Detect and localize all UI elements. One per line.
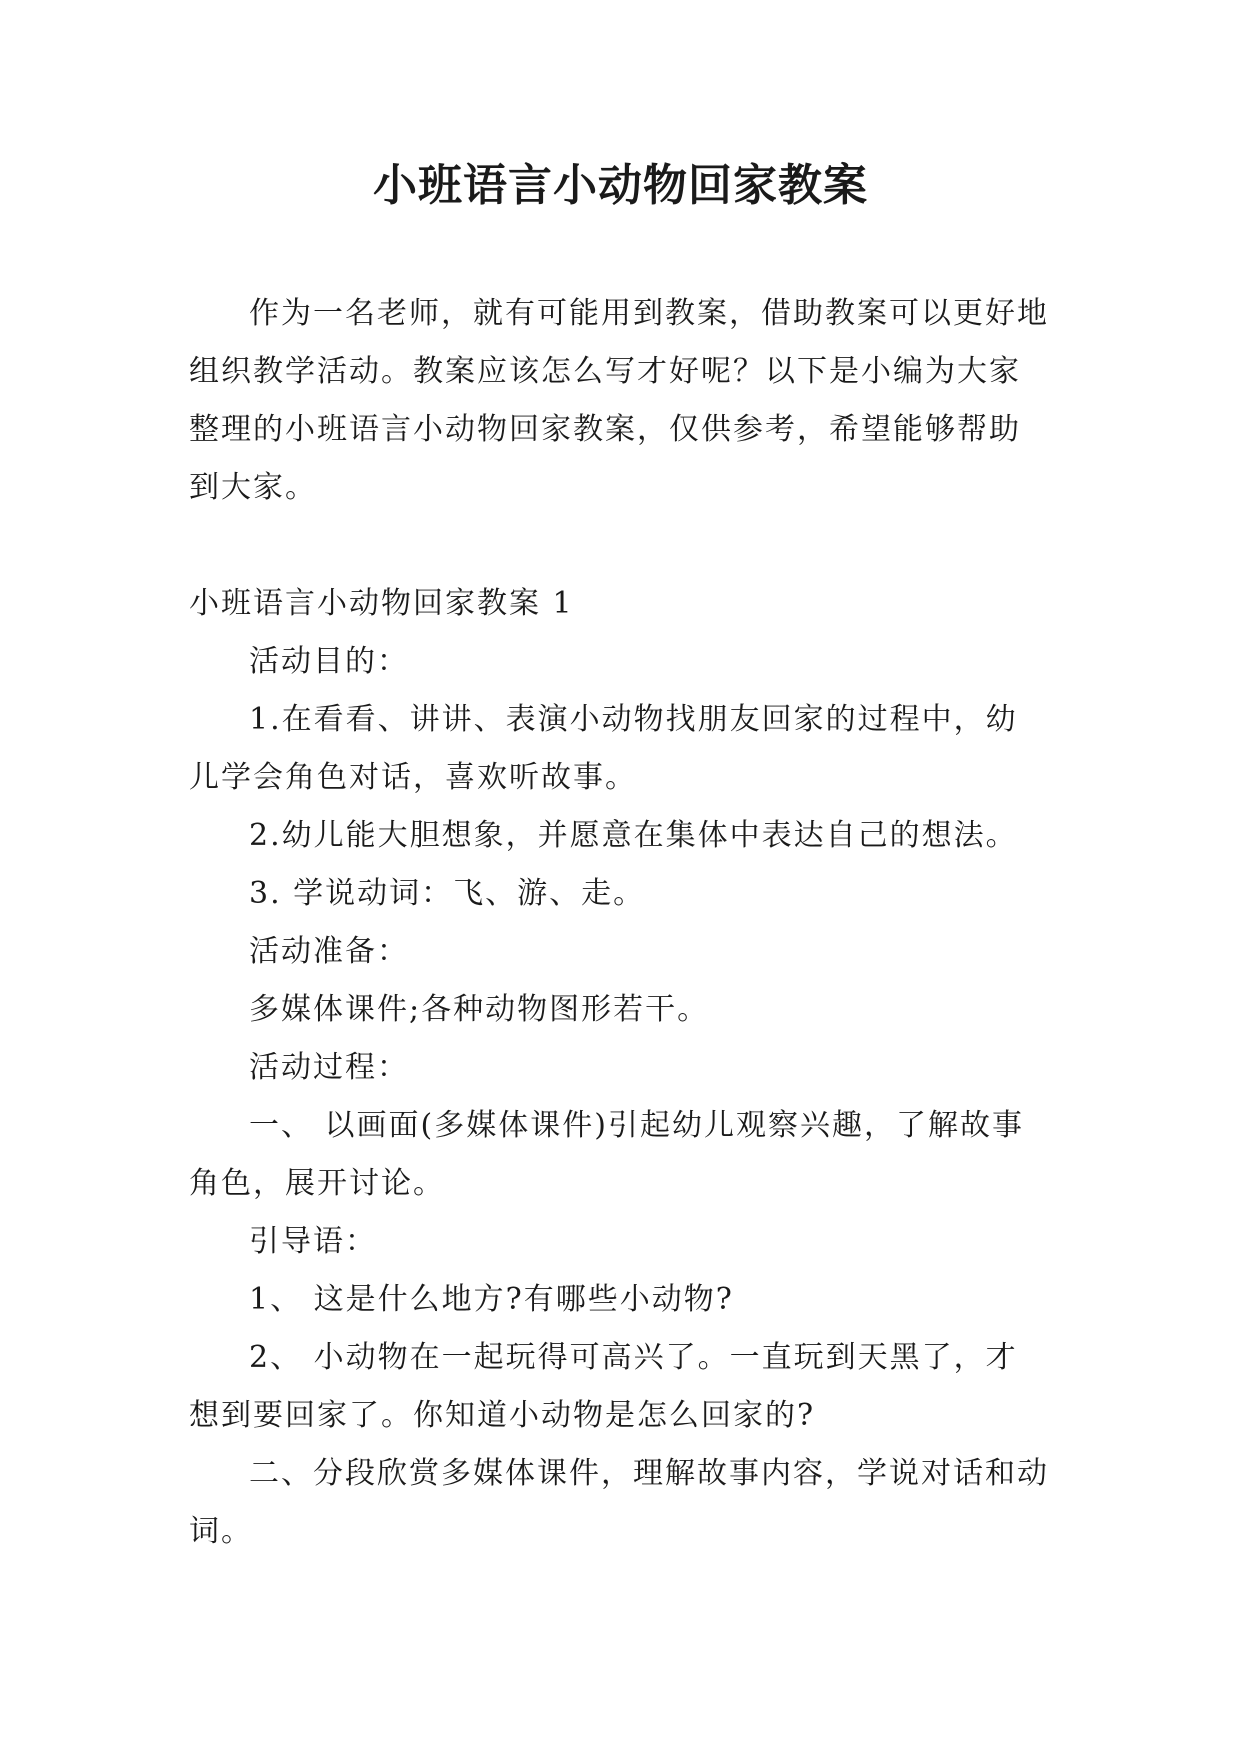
intro-paragraph: 作为一名老师，就有可能用到教案，借助教案可以更好地组织教学活动。教案应该怎么写才好呢？以下是小编为大家整理的小班语言小动物回家教案，仅供参考，希望能够帮助到大家。 <box>189 296 1049 505</box>
body-line: 一、 以画面(多媒体课件)引起幼儿观察兴趣，了解故事角色，展开讨论。 <box>189 1108 1024 1201</box>
body-line: 引导语： <box>249 1224 377 1259</box>
body-line: 2、 小动物在一起玩得可高兴了。一直玩到天黑了，才想到要回家了。你知道小动物是怎么回家的? <box>189 1340 1018 1433</box>
body-line: 活动准备： <box>249 934 409 969</box>
section-heading: 小班语言小动物回家教案 1 <box>189 586 574 621</box>
document-title: 小班语言小动物回家教案 <box>373 160 868 211</box>
body-line: 多媒体课件;各种动物图形若干。 <box>249 992 710 1027</box>
body-line: 活动目的： <box>249 644 409 679</box>
body-line: 1、 这是什么地方?有哪些小动物? <box>249 1282 734 1317</box>
body-line: 1.在看看、讲讲、表演小动物找朋友回家的过程中，幼儿学会角色对话，喜欢听故事。 <box>189 702 1018 795</box>
body-line: 2.幼儿能大胆想象，并愿意在集体中表达自己的想法。 <box>249 818 1018 853</box>
document-body <box>189 285 1049 1561</box>
paragraph-spacer <box>189 517 1049 575</box>
body-line: 二、分段欣赏多媒体课件，理解故事内容，学说对话和动词。 <box>189 1456 1049 1549</box>
body-line: 活动过程： <box>249 1050 409 1085</box>
body-line: 3. 学说动词：飞、游、走。 <box>249 876 646 911</box>
